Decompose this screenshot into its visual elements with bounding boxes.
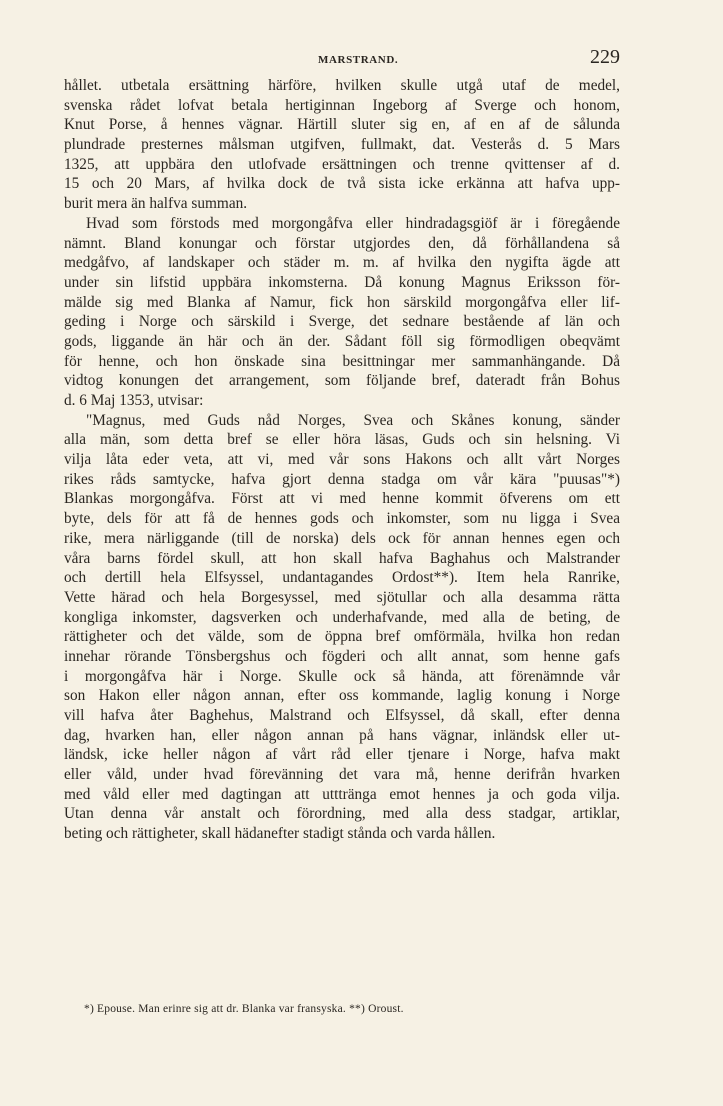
text-line: eller våld, under hvad förevänning det vara må, henne derifrån hvarken xyxy=(64,766,620,784)
text-line: för henne, och hon önskade sina besittningar mer sammanhängande. Då xyxy=(64,352,620,370)
text-line: under sin lifstid uppbära inkomsterna. Då konung Magnus Eriksson för- xyxy=(64,273,620,291)
text-line: alla män, som detta bref se eller höra läsas, Guds och sin helsning. Vi xyxy=(64,431,620,449)
text-line: hållet. utbetala ersättning härföre, hvilken skulle utgå utaf de medel, xyxy=(64,77,620,94)
text-line: med våld eller med dagtingan att utttränga emot hennes ja och goda vilja. xyxy=(64,785,620,803)
text-line: Hvad som förstods med morgongåfva eller hindradagsgiöf är i föregående xyxy=(86,214,620,232)
text-line: plundrade presternes målsman utgifven, fullmakt, dat. Vesterås d. 5 Mars xyxy=(64,136,620,154)
text-line: rike, mera närliggande (till de norska) dels ock för annan hennes egen och xyxy=(64,529,620,547)
text-line: och dertill hela Elfsyssel, undantagandes Ordost**). Item hela Ranrike, xyxy=(64,569,620,587)
text-line: son Hakon eller någon annan, efter oss kommande, laglig konung i Norge xyxy=(64,687,620,705)
text-line: rättigheter och det välde, som de öppna bref omförmäla, hvilka hon redan xyxy=(64,628,620,646)
text-line: vidtog konungen det arrangement, som följande bref, dateradt från Bohus xyxy=(64,372,620,390)
text-line: nämnt. Bland konungar och förstar utgjordes den, då förhållandena så xyxy=(64,234,620,252)
text-line: mälde sig med Blanka af Namur, fick hon särskild morgongåfva eller lif- xyxy=(64,293,620,311)
text-line: 15 och 20 Mars, af hvilka dock de två sista icke erkänna att hafva upp- xyxy=(64,175,620,193)
footnote: *) Epouse. Man erinre sig att dr. Blanka var fransyska. **) Oroust. xyxy=(84,1003,404,1015)
text-line: Blankas morgongåfva. Först att vi med henne kommit öfverens om ett xyxy=(64,490,620,508)
page-number: 229 xyxy=(590,46,620,68)
text-line: burit mera än halfva summan. xyxy=(64,195,248,213)
text-line: beting och rättigheter, skall hädanefter stadigt stånda och varda hållen. xyxy=(64,825,496,843)
text-line: medgåfvo, af landskaper och städer m. m. af hvilka den nygifta ägde att xyxy=(64,254,620,272)
text-line: Knut Porse, å hennes vägnar. Härtill sluter sig en, af en af de sålunda xyxy=(64,116,620,134)
text-line: geding i Norge och särskild i Sverge, det sednare bestående af län och xyxy=(64,313,620,331)
running-title: MARSTRAND. xyxy=(318,54,399,66)
text-line: d. 6 Maj 1353, utvisar: xyxy=(64,392,204,409)
text-line: vilja låta eder veta, att vi, med vår sons Hakons och allt vårt Norges xyxy=(64,451,620,469)
text-line: "Magnus, med Guds nåd Norges, Svea och Skånes konung, sänder xyxy=(86,411,620,429)
body-text xyxy=(64,76,620,844)
text-line: svenska rådet lofvat betala hertiginnan Ingeborg af Sverge och honom, xyxy=(64,96,620,114)
text-line: rikes råds samtycke, hafva gjort denna stadga om vår kära "puusas"*) xyxy=(64,470,620,488)
page-header xyxy=(0,44,723,72)
text-line: gods, liggande än här och än der. Sådant föll sig förmodligen obeqvämt xyxy=(64,332,620,350)
text-line: Utan denna vår anstalt och förordning, med alla dess stadgar, artiklar, xyxy=(64,805,620,823)
text-line: i morgongåfva här i Norge. Skulle ock så hända, att förenämnde vår xyxy=(64,667,620,685)
text-line: ländsk, icke heller någon af vårt råd eller tjenare i Norge, hafva makt xyxy=(64,746,620,764)
text-line: kongliga inkomster, dagsverken och underhafvande, med alla de beting, de xyxy=(64,608,620,626)
text-line: 1325, att uppbära den utlofvade ersättningen och trenne qvittenser af d. xyxy=(64,155,620,173)
text-line: innehar rörande Tönsbergshus och fögderi och allt annat, som henne gafs xyxy=(64,647,620,665)
text-line: våra barns fördel skull, att hon skall hafva Baghahus och Malstrander xyxy=(64,549,620,567)
text-line: Vette härad och hela Borgesyssel, med sjötullar och alla desamma rätta xyxy=(64,588,620,606)
text-line: byte, dels för att få de hennes gods och inkomster, som nu ligga i Svea xyxy=(64,510,620,528)
text-line: vill hafva åter Baghehus, Malstrand och Elfsyssel, då skall, efter denna xyxy=(64,707,620,724)
text-line: dag, hvarken han, eller någon annan på hans vägnar, inländsk eller ut- xyxy=(64,726,620,744)
